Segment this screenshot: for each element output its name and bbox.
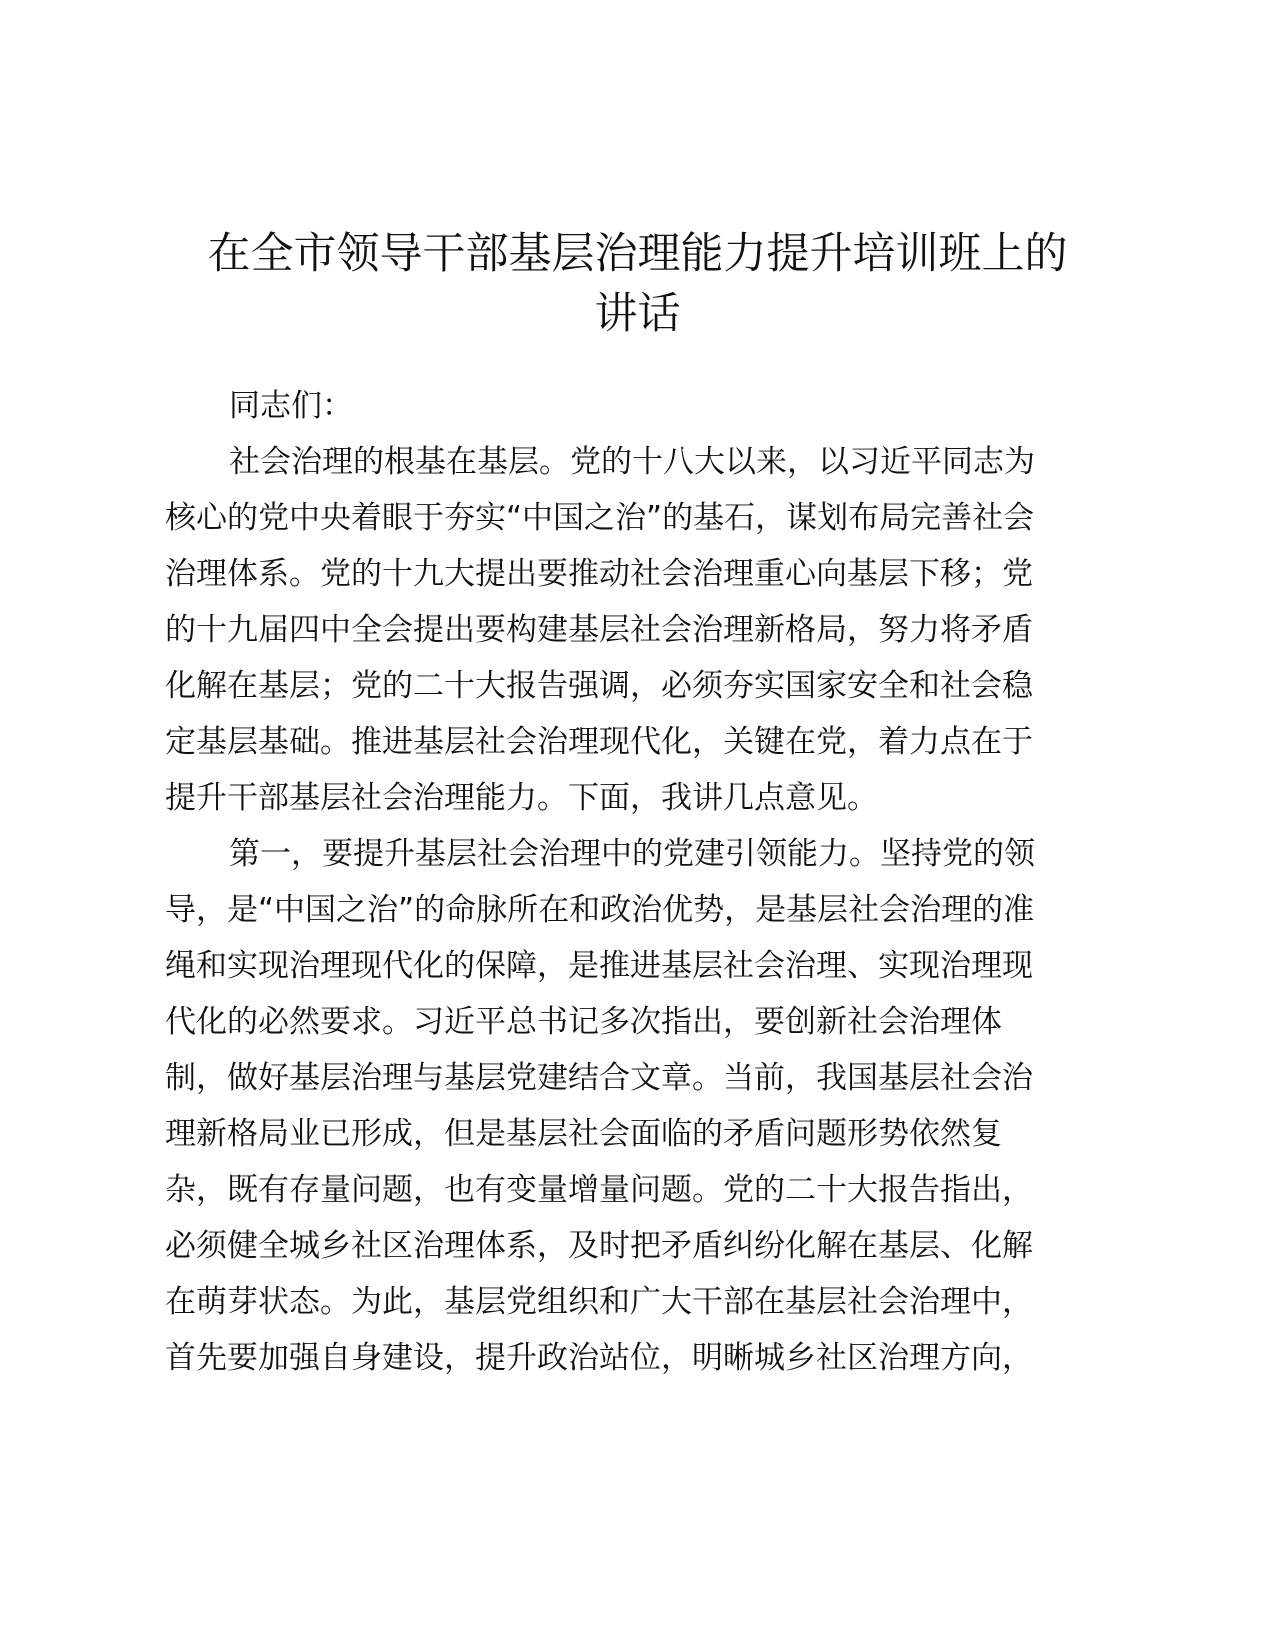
- paragraph-line: 绳和实现治理现代化的保障，是推进基层社会治理、实现治理现: [165, 948, 1033, 984]
- salutation-paragraph: [165, 378, 1095, 434]
- paragraph-line: 定基层基础。推进基层社会治理现代化，关键在党，着力点在于: [165, 724, 1033, 760]
- body-paragraph-intro: [165, 434, 1095, 826]
- paragraph-line: 化解在基层；党的二十大报告强调，必须夯实国家安全和社会稳: [165, 668, 1033, 704]
- paragraph-line: 首先要加强自身建设，提升政治站位，明晰城乡社区治理方向，: [165, 1340, 1033, 1376]
- paragraph-line: 社会治理的根基在基层。党的十八大以来，以习近平同志为: [229, 444, 1035, 480]
- paragraph-line: 代化的必然要求。习近平总书记多次指出，要创新社会治理体: [165, 1004, 1002, 1040]
- title-line: 在全市领导干部基层治理能力提升培训班上的: [207, 229, 1068, 279]
- paragraph-line: 杂，既有存量问题，也有变量增量问题。党的二十大报告指出，: [165, 1172, 1033, 1208]
- paragraph-line: 必须健全城乡社区治理体系，及时把矛盾纠纷化解在基层、化解: [165, 1228, 1033, 1264]
- paragraph-line: 导，是“中国之治”的命脉所在和政治优势，是基层社会治理的准: [165, 892, 1035, 928]
- body-paragraph-first-point: [165, 826, 1095, 1386]
- paragraph-line: 治理体系。党的十九大提出要推动社会治理重心向基层下移；党: [165, 556, 1033, 592]
- paragraph-line: 的十九届四中全会提出要构建基层社会治理新格局，努力将矛盾: [165, 612, 1033, 648]
- salutation-text: 同志们：: [229, 388, 353, 424]
- paragraph-line: 在萌芽状态。为此，基层党组织和广大干部在基层社会治理中，: [165, 1284, 1033, 1320]
- paragraph-line: 理新格局业已形成，但是基层社会面临的矛盾问题形势依然复: [165, 1116, 1002, 1152]
- paragraph-line: 制，做好基层治理与基层党建结合文章。当前，我国基层社会治: [165, 1060, 1033, 1096]
- paragraph-line: 提升干部基层社会治理能力。下面，我讲几点意见。: [165, 780, 878, 816]
- document-body: [165, 378, 1095, 1386]
- paragraph-line: 第一，要提升基层社会治理中的党建引领能力。坚持党的领: [229, 836, 1035, 872]
- document-title: [150, 224, 1125, 344]
- title-line: 讲话: [594, 289, 681, 339]
- paragraph-line: 核心的党中央着眼于夯实“中国之治”的基石，谋划布局完善社会: [165, 500, 1035, 536]
